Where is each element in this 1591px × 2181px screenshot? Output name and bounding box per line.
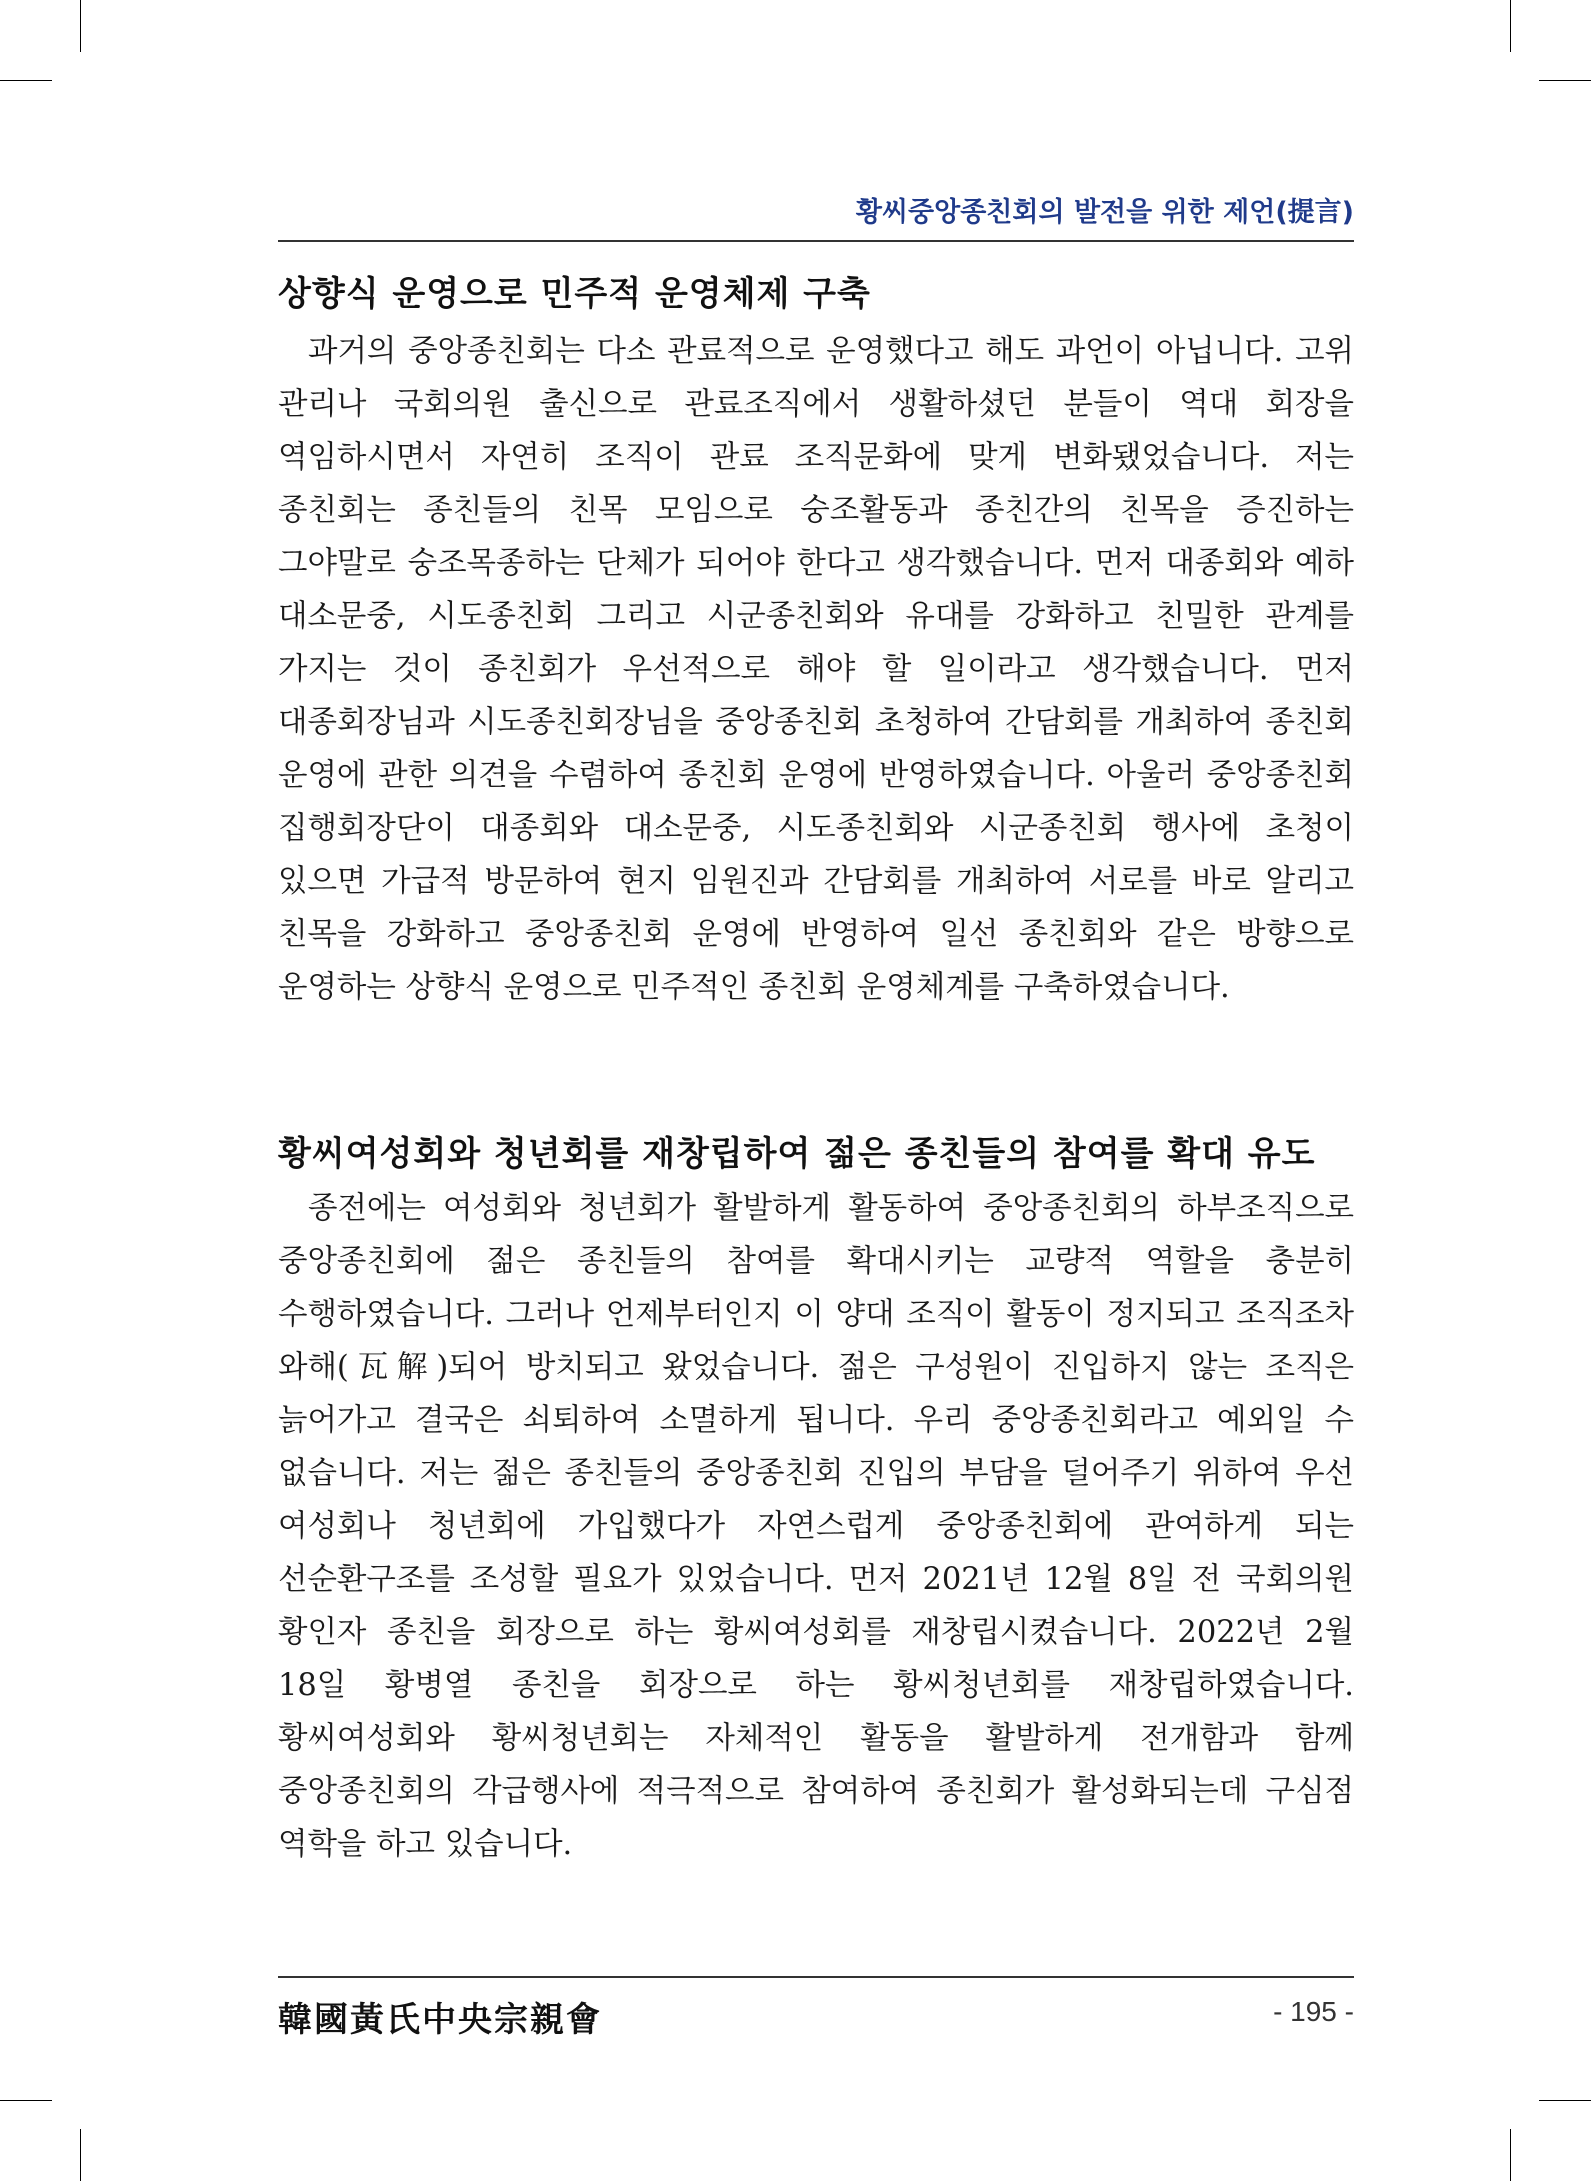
section-body-women-youth-association: 종전에는 여성회와 청년회가 활발하게 활동하여 중앙종친회의 하부조직으로 중앙종친회에 젊은 종친들의 참여를 확대시키는 교량적 역할을 충분히 수행하였습니다. 그러나 언제부터인지 이 양대 조직이 활동이 정지되고 조직조차 와해(瓦解)되어 방치되고 왔었습니다. 젊은 구성원이 진입하지 않는 조직은 늙어가고 결국은 쇠퇴하여 소멸하게 됩니다. 우리 중앙종친회라고 예외일 수 없습니다. 저는 젊은 종친들의 중앙종친회 진입의 부담을 덜어주기 위하여 우선 여성회나 청년회에 가입했다가 자연스럽게 중앙종친회에 관여하게 되는 선순환구조를 조성할 필요가 있었습니다. 먼저 2021년 12월 8일 전 국회의원 황인자 종친을 회장으로 하는 황씨여성회를 재창립시켰습니다. 2022년 2월 18일 황병열 종친을 회장으로 하는 황씨청년회를 재창립하였습니다. 황씨여성회와 황씨청년회는 자체적인 활동을 활발하게 전개함과 함께 중앙종친회의 각급행사에 적극적으로 참여하여 종친회가 활성화되는데 구심점 역학을 하고 있습니다. — [278, 1191, 1354, 1862]
section-body-bottom-up-operation: 과거의 중앙종친회는 다소 관료적으로 운영했다고 해도 과언이 아닙니다. 고위 관리나 국회의원 출신으로 관료조직에서 생활하셨던 분들이 역대 회장을 역임하시면서 자연히 조직이 관료 조직문화에 맞게 변화됐었습니다. 저는 종친회는 종친들의 친목 모임으로 숭조활동과 종친간의 친목을 증진하는 그야말로 숭조목종하는 단체가 되어야 한다고 생각했습니다. 먼저 대종회와 예하 대소문중, 시도종친회 그리고 시군종친회와 유대를 강화하고 친밀한 관계를 가지는 것이 종친회가 우선적으로 해야 할 일이라고 생각했습니다. 먼저 대종회장님과 시도종친회장님을 중앙종친회 초청하여 간담회를 개최하여 종친회 운영에 관한 의견을 수렴하여 종친회 운영에 반영하였습니다. 아울러 중앙종친회 집행회장단이 대종회와 대소문중, 시도종친회와 시군종친회 행사에 초청이 있으면 가급적 방문하여 현지 임원진과 간담회를 개최하여 서로를 바로 알리고 친목을 강화하고 중앙종친회 운영에 반영하여 일선 종친회와 같은 방향으로 운영하는 상향식 운영으로 민주적인 종친회 운영체계를 구축하였습니다. — [278, 334, 1354, 1005]
header-divider — [278, 240, 1354, 242]
footer-divider — [278, 1976, 1354, 1978]
crop-mark-bottom-right-horizontal — [1539, 2100, 1591, 2101]
crop-mark-top-right-vertical — [1510, 0, 1511, 52]
section-title-women-youth-association: 황씨여성회와 청년회를 재창립하여 젊은 종친들의 참여를 확대 유도 — [278, 1134, 1316, 1174]
crop-mark-top-left-vertical — [80, 0, 81, 52]
crop-mark-bottom-left-horizontal — [0, 2100, 52, 2101]
crop-mark-bottom-left-vertical — [80, 2129, 81, 2181]
running-header-title: 황씨중앙종친회의 발전을 위한 제언(提言) — [855, 197, 1354, 228]
crop-mark-bottom-right-vertical — [1510, 2129, 1511, 2181]
crop-mark-top-left-horizontal — [0, 80, 52, 81]
crop-mark-top-right-horizontal — [1539, 80, 1591, 81]
page-number: - 195 - — [1273, 1996, 1354, 2027]
section-title-bottom-up-operation: 상향식 운영으로 민주적 운영체제 구축 — [278, 274, 871, 314]
footer-organization-name: 韓國黃氏中央宗親會 — [278, 2000, 602, 2040]
